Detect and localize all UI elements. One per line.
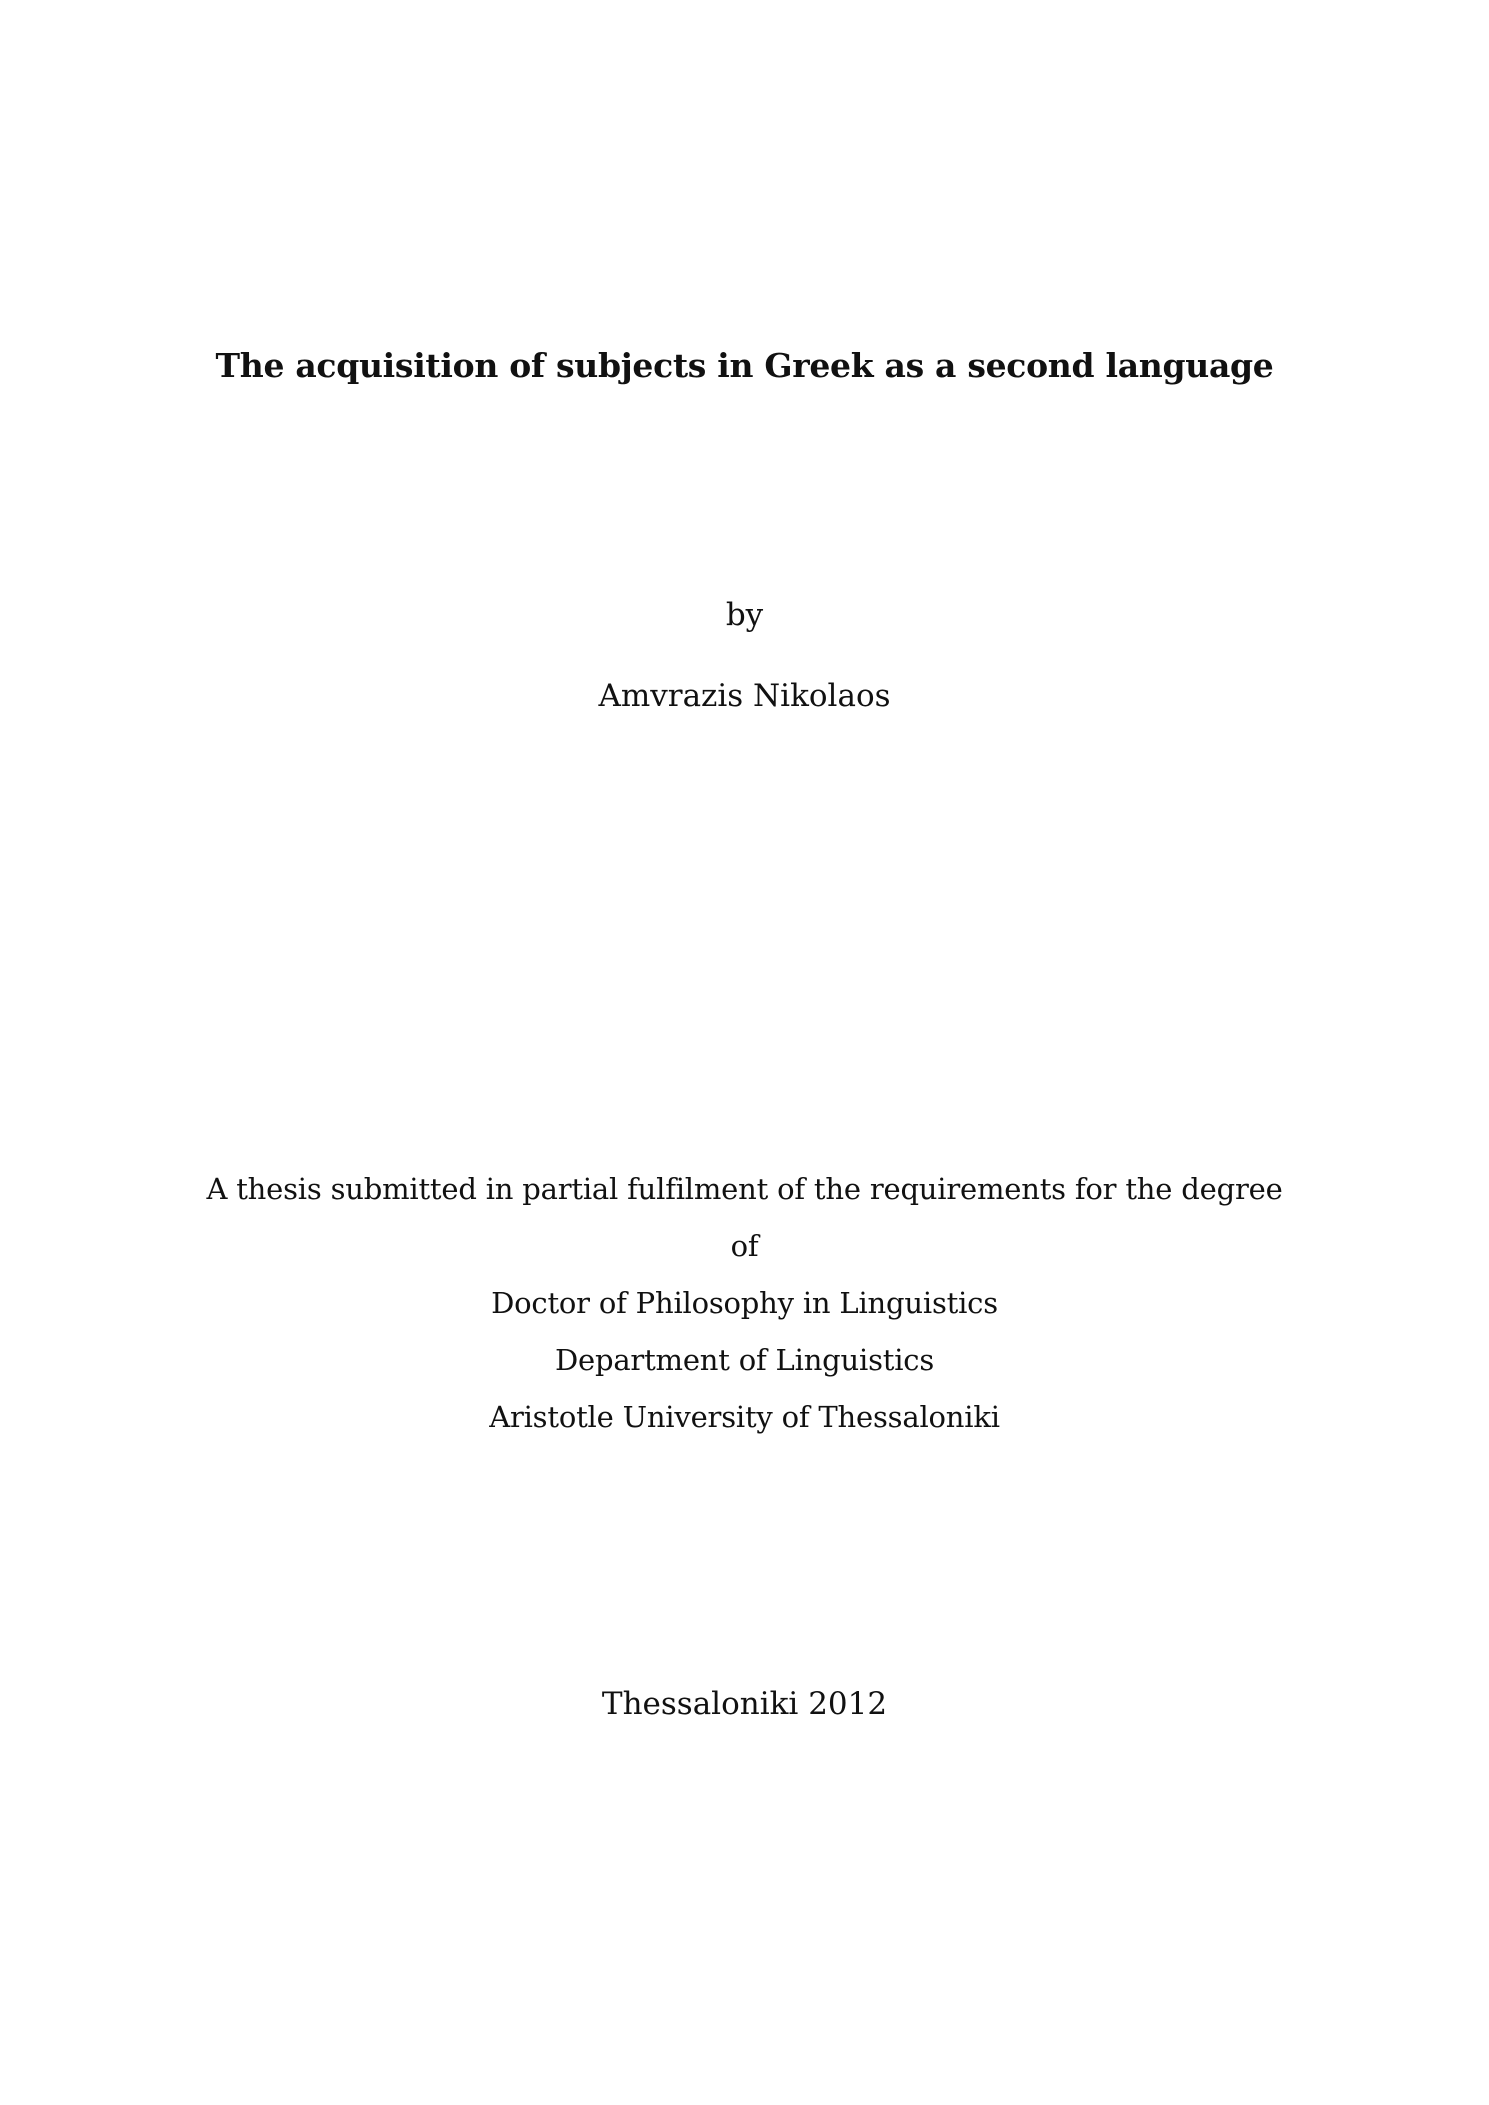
by-label: by: [725, 597, 764, 633]
submission-of: of: [730, 1229, 759, 1263]
thesis-title: The acquisition of subjects in Greek as a second language: [215, 346, 1274, 385]
degree-name: Doctor of Philosophy in Linguistics: [491, 1286, 998, 1320]
university-name: Aristotle University of Thessaloniki: [489, 1400, 1000, 1434]
department-name: Department of Linguistics: [554, 1343, 935, 1377]
author-name: Amvrazis Nikolaos: [598, 678, 891, 714]
place-and-year: Thessaloniki 2012: [601, 1686, 888, 1722]
submission-statement: A thesis submitted in partial fulfilment of the requirements for the degree: [206, 1172, 1283, 1206]
